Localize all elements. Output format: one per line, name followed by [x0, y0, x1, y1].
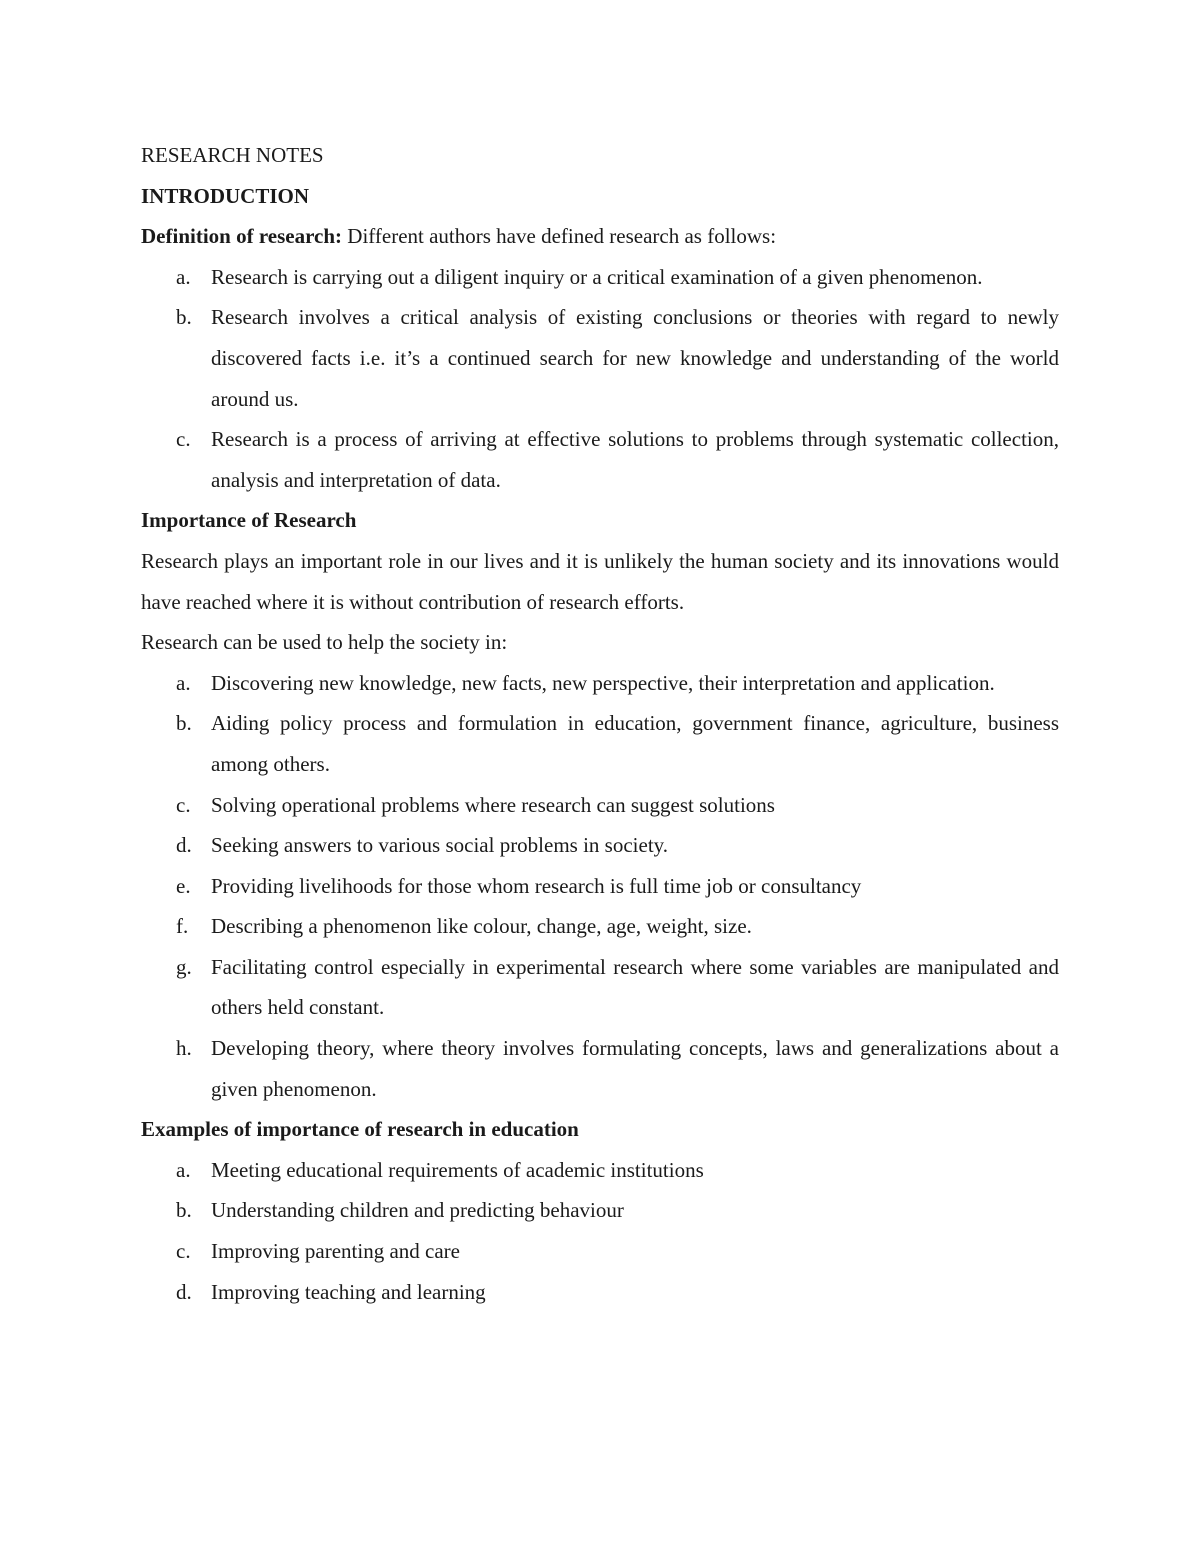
- list-marker: d.: [176, 1279, 192, 1304]
- importance-list: [141, 663, 1059, 1110]
- list-marker: a.: [176, 264, 191, 289]
- list-item-text: Aiding policy process and formulation in education, government finance, agriculture, business among others.: [211, 711, 1059, 776]
- list-item: [141, 1028, 1059, 1109]
- list-item-text: Understanding children and predicting behaviour: [211, 1198, 624, 1223]
- list-item: [141, 1231, 1059, 1272]
- list-item: [141, 419, 1059, 500]
- list-marker: f.: [176, 914, 189, 939]
- list-item: [141, 785, 1059, 826]
- list-item-text: Providing livelihoods for those whom research is full time job or consultancy: [211, 873, 862, 898]
- list-item-text: Research involves a critical analysis of existing conclusions or theories with regard to newly discovered facts i.e. it’s a continued search for new knowledge and understanding of the world around us.: [211, 305, 1059, 411]
- list-item: [141, 1190, 1059, 1231]
- list-item-text: Seeking answers to various social problems in society.: [211, 833, 669, 858]
- definition-text: Different authors have defined research as follows:: [342, 224, 777, 249]
- importance-heading: Importance of Research: [141, 508, 357, 533]
- list-item: [141, 825, 1059, 866]
- list-item: [141, 1150, 1059, 1191]
- education-heading: Examples of importance of research in education: [141, 1117, 579, 1142]
- list-item-text: Meeting educational requirements of academic institutions: [211, 1157, 704, 1182]
- list-marker: b.: [176, 305, 192, 330]
- list-marker: c.: [176, 427, 191, 452]
- section-title: INTRODUCTION: [141, 183, 310, 208]
- education-list: [141, 1150, 1059, 1312]
- list-marker: c.: [176, 792, 191, 817]
- list-item-text: Research is a process of arriving at effective solutions to problems through systematic collection, analysis and interpretation of data.: [211, 427, 1059, 492]
- importance-intro: Research can be used to help the society in:: [141, 630, 508, 655]
- list-marker: e.: [176, 873, 191, 898]
- document-header: RESEARCH NOTES: [141, 143, 324, 167]
- list-item: [141, 703, 1059, 784]
- list-item-text: Improving parenting and care: [211, 1239, 460, 1264]
- list-marker: g.: [176, 954, 192, 979]
- list-item-text: Facilitating control especially in experimental research where some variables are manipulated and others held constant.: [211, 954, 1059, 1020]
- list-item: [141, 866, 1059, 907]
- list-marker: b.: [176, 711, 192, 736]
- list-marker: c.: [176, 1239, 191, 1264]
- list-item: [141, 297, 1059, 419]
- list-marker: d.: [176, 833, 192, 858]
- list-marker: h.: [176, 1036, 192, 1061]
- list-marker: a.: [176, 1157, 191, 1182]
- list-item: [141, 947, 1059, 1028]
- list-item-text: Describing a phenomenon like colour, change, age, weight, size.: [211, 914, 752, 939]
- list-item: [141, 1272, 1059, 1313]
- list-item: [141, 906, 1059, 947]
- list-item-text: Research is carrying out a diligent inquiry or a critical examination of a given phenomenon.: [211, 264, 983, 289]
- list-item-text: Discovering new knowledge, new facts, new perspective, their interpretation and application.: [211, 670, 995, 695]
- importance-paragraph: Research plays an important role in our lives and it is unlikely the human society and its innovations would have reached where it is without contribution of research efforts.: [141, 548, 1059, 614]
- list-item-text: Improving teaching and learning: [211, 1279, 486, 1304]
- definition-line: [141, 216, 1059, 257]
- list-marker: a.: [176, 670, 191, 695]
- list-marker: b.: [176, 1198, 192, 1223]
- definition-label: Definition of research:: [141, 224, 343, 249]
- list-item-text: Developing theory, where theory involves formulating concepts, laws and generalizations about a given phenomenon.: [211, 1036, 1059, 1101]
- document-page: [141, 135, 1059, 1312]
- definition-list: [141, 257, 1059, 501]
- list-item: [141, 663, 1059, 704]
- list-item: [141, 257, 1059, 298]
- list-item-text: Solving operational problems where research can suggest solutions: [211, 792, 775, 817]
